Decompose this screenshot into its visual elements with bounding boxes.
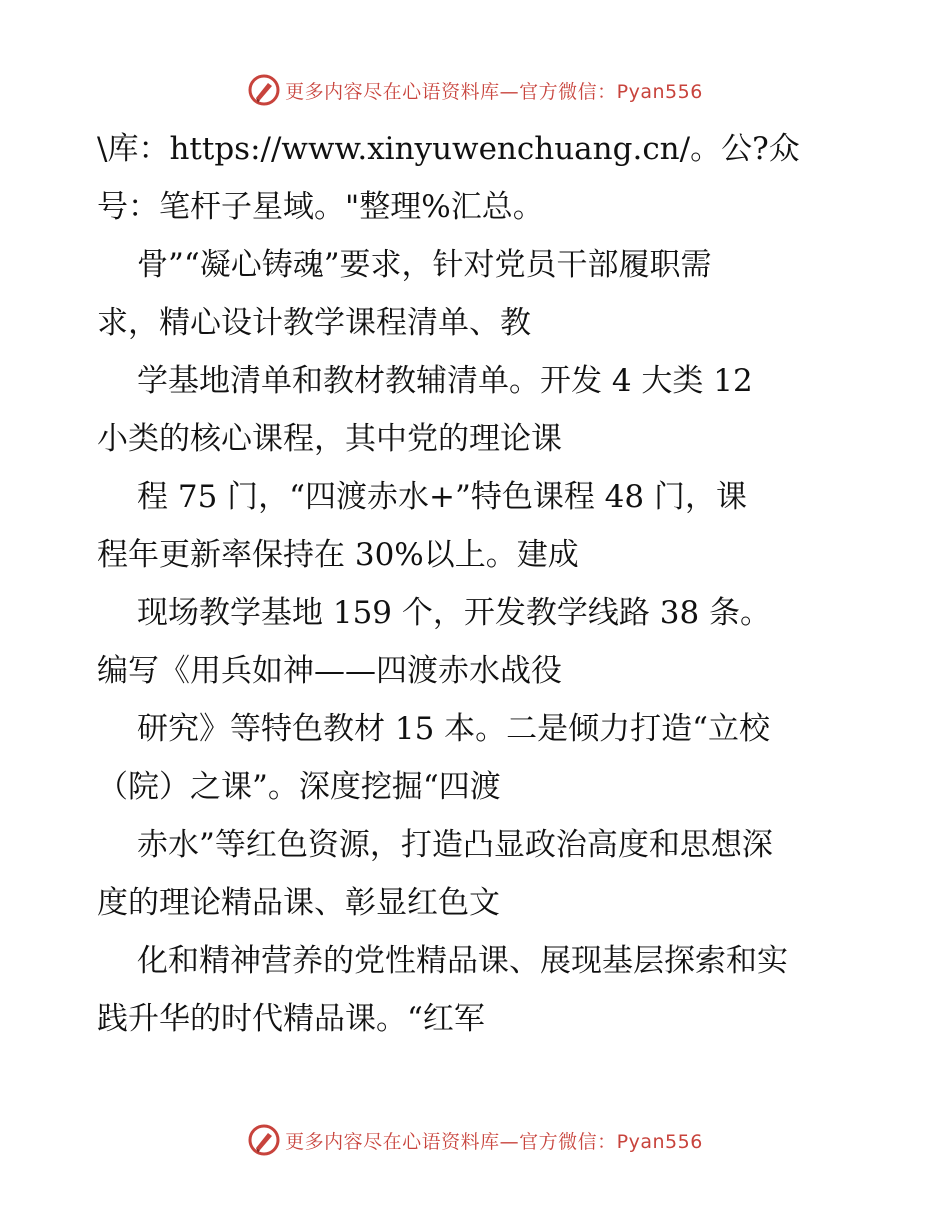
- text-line: 求，精心设计教学课程清单、教: [97, 305, 531, 341]
- banner-text: 更多内容尽在心语资料库—官方微信：Pyan556: [285, 80, 703, 103]
- footer-banner: [0, 1120, 950, 1160]
- text-line: 学基地清单和教材教辅清单。开发 4 大类 12: [137, 363, 753, 399]
- text-line: （院）之课”。深度挖掘“四渡: [97, 769, 501, 805]
- text-line: 赤水”等红色资源，打造凸显政治高度和思想深: [137, 827, 773, 863]
- text-line: 践升华的时代精品课。“红军: [97, 1001, 485, 1037]
- text-line: 程 75 门，“四渡赤水+”特色课程 48 门，课: [137, 479, 747, 515]
- text-line: 号：笔杆子星域。"整理%汇总。: [97, 189, 544, 225]
- text-line: 现场教学基地 159 个，开发教学线路 38 条。: [137, 595, 772, 631]
- text-line: 研究》等特色教材 15 本。二是倾力打造“立校: [137, 711, 771, 747]
- banner-text: 更多内容尽在心语资料库—官方微信：Pyan556: [285, 1130, 703, 1153]
- text-line: 小类的核心课程，其中党的理论课: [97, 421, 562, 457]
- text-line: \库：https://www.xinyuwenchuang.cn/。公?众: [97, 131, 800, 167]
- text-line: 程年更新率保持在 30%以上。建成: [97, 537, 579, 573]
- text-line: 骨”“凝心铸魂”要求，针对党员干部履职需: [137, 247, 712, 283]
- text-line: 度的理论精品课、彰显红色文: [97, 885, 500, 921]
- header-banner: [0, 70, 950, 110]
- text-line: 化和精神营养的党性精品课、展现基层探索和实: [137, 943, 788, 979]
- pen-logo-icon: [247, 73, 281, 107]
- pen-logo-icon: [247, 1123, 281, 1157]
- text-line: 编写《用兵如神——四渡赤水战役: [97, 653, 562, 689]
